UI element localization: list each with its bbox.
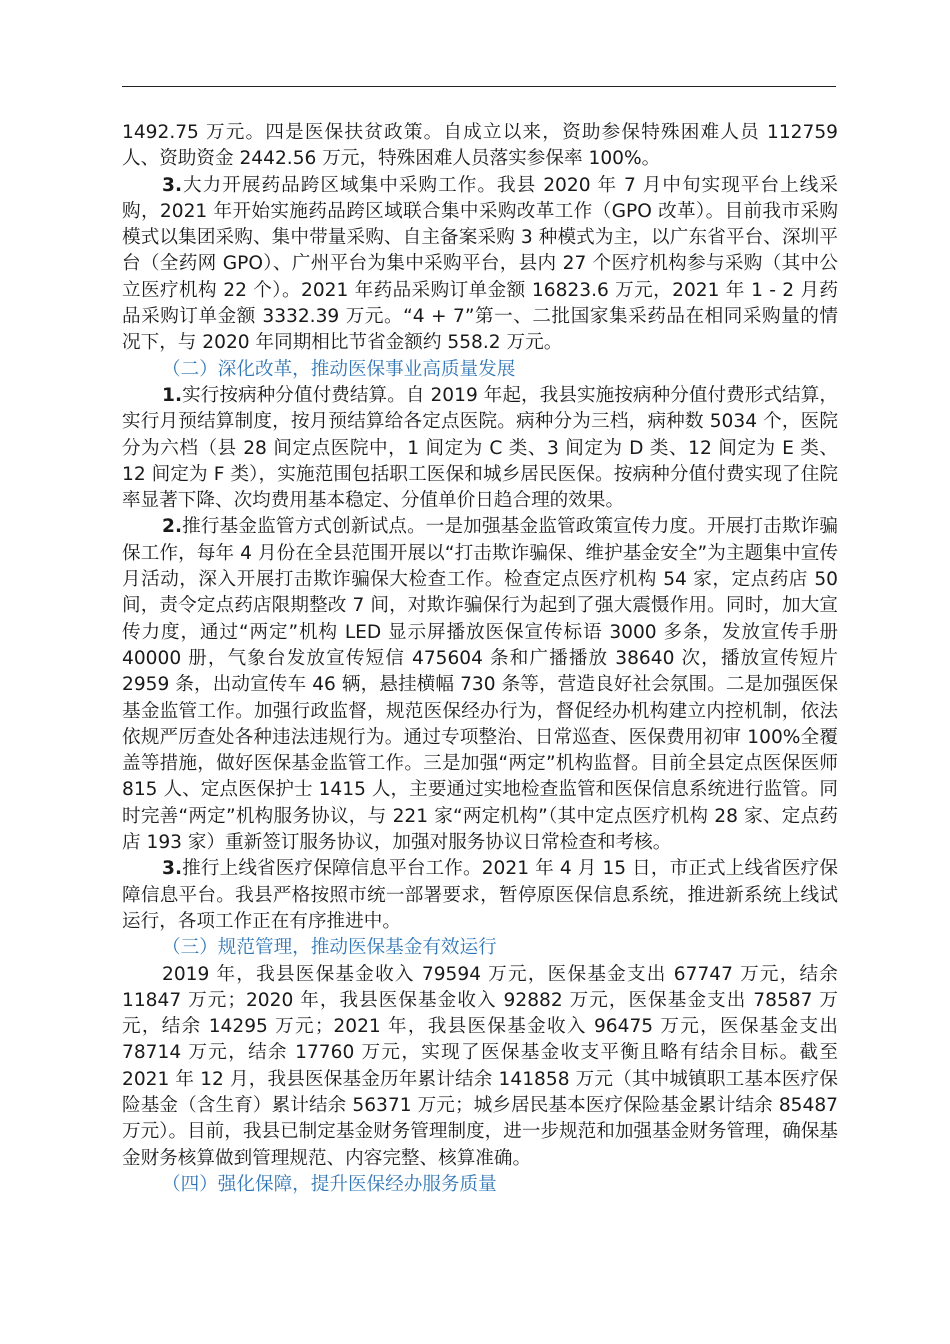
section-heading-management: （三）规范管理，推动医保基金有效运行 <box>162 937 497 959</box>
paragraph-fund-balance: 2019 年，我县医保基金收入 79594 万元，医保基金支出 67747 万元，结余 11847 万元；2020 年，我县医保基金收入 92882 万元，医保基金支出 78587 万元，结余 14295 万元；2021 年，我县医保基金收入 96475 万元，医保基金支出 78714 万元，结余 17760 万元，实现了医保基金收支平衡且略有结余目标。截至 2021 年 12 月，我县医保基金历年累计结余 141858 万元（其中城镇职工基本医疗保险基金（含生育）累计结余 56371 万元；城乡居民基本医疗保险基金累计结余 85487 万元）。目前，我县已制定基金财务管理制度，进一步规范和加强基金财务管理，确保基金财务核算做到管理规范、内容完整、核算准确。 <box>122 963 838 1169</box>
paragraph-drug-procurement <box>122 173 838 357</box>
paragraph-text: 推行基金监管方式创新试点。一是加强基金监管政策宣传力度。开展打击欺诈骗保工作，每年 4 月份在全县范围开展以“打击欺诈骗保、维护基金安全”为主题集中宣传月活动，深入开展打击欺诈骗保大检查工作。检查定点医疗机构 54 家，定点药店 50 间，责令定点药店限期整改 7 间，对欺诈骗保行为起到了强大震慑作用。同时，加大宣传力度，通过“两定”机构 LED 显示屏播放医保宣传标语 3000 多条，发放宣传手册 40000 册，气象台发放宣传短信 475604 条和广播播放 38640 次，播放宣传短片 2959 条，出动宣传车 46 辆，悬挂横幅 730 条等，营造良好社会氛围。二是加强医保基金监管工作。加强行政监督，规范医保经办行为，督促经办机构建立内控机制，依法依规严厉查处各种违法违规行为。通过专项整治、日常巡查、医保费用初审 100%全覆盖等措施，做好医保基金监管工作。三是加强“两定”机构监督。目前全县定点医保医师 815 人、定点医保护士 1415 人，主要通过实地检查监管和医保信息系统进行监管。同时完善“两定”机构服务协议，与 221 家“两定机构”（其中定点医疗机构 28 家、定点药店 193 家）重新签订服务协议，加强对服务协议日常检查和考核。 <box>122 516 838 854</box>
section-heading-reform: （二）深化改革，推动医保事业高质量发展 <box>162 358 516 380</box>
paragraph-text: 大力开展药品跨区域集中采购工作。我县 2020 年 7 月中旬实现平台上线采购，2021 年开始实施药品跨区域联合集中采购改革工作（GPO 改革）。目前我市采购模式以集团采购、集中带量采购、自主备案采购 3 种模式为主，以广东省平台、深圳平台（全药网 GPO）、广州平台为集中采购平台，县内 27 个医疗机构参与采购（其中公立医疗机构 22 个）。2021 年药品采购订单金额 16823.6 万元，2021 年 1 - 2 月药品采购订单金额 3332.39 万元。“4 + 7”第一、二批国家集采药品在相同采购量的情况下，与 2020 年同期相比节省金额约 558.2 万元。 <box>122 174 838 354</box>
item-number: 2. <box>162 516 183 538</box>
paragraph-dip-settlement <box>122 383 838 514</box>
item-number: 3. <box>162 858 183 880</box>
header-rule <box>122 86 836 87</box>
paragraph-poverty-policy: 1492.75 万元。四是医保扶贫政策。自成立以来，资助参保特殊困难人员 112759 人、资助资金 2442.56 万元，特殊困难人员落实参保率 100%。 <box>122 122 838 170</box>
item-number: 3. <box>162 174 183 196</box>
section-heading-service: （四）强化保障，提升医保经办服务质量 <box>162 1173 497 1195</box>
item-number: 1. <box>162 384 183 406</box>
paragraph-text: 推行上线省医疗保障信息平台工作。2021 年 4 月 15 日，市正式上线省医疗保障信息平台。我县严格按照市统一部署要求，暂停原医保信息系统，推进新系统上线试运行，各项工作正在有序推进中。 <box>122 858 838 932</box>
paragraph-text: 实行按病种分值付费结算。自 2019 年起，我县实施按病种分值付费形式结算，实行月预结算制度，按月预结算给各定点医院。病种分为三档，病种数 5034 个，医院分为六档（县 28 间定点医院中，1 间定为 C 类、3 间定为 D 类、12 间定为 E 类、12 间定为 F 类），实施范围包括职工医保和城乡居民医保。按病种分值付费实现了住院率显著下降、次均费用基本稳定、分值单价日趋合理的效果。 <box>122 384 838 512</box>
paragraph-fund-supervision <box>122 514 838 856</box>
document-body <box>122 120 838 1198</box>
paragraph-info-platform <box>122 856 838 935</box>
